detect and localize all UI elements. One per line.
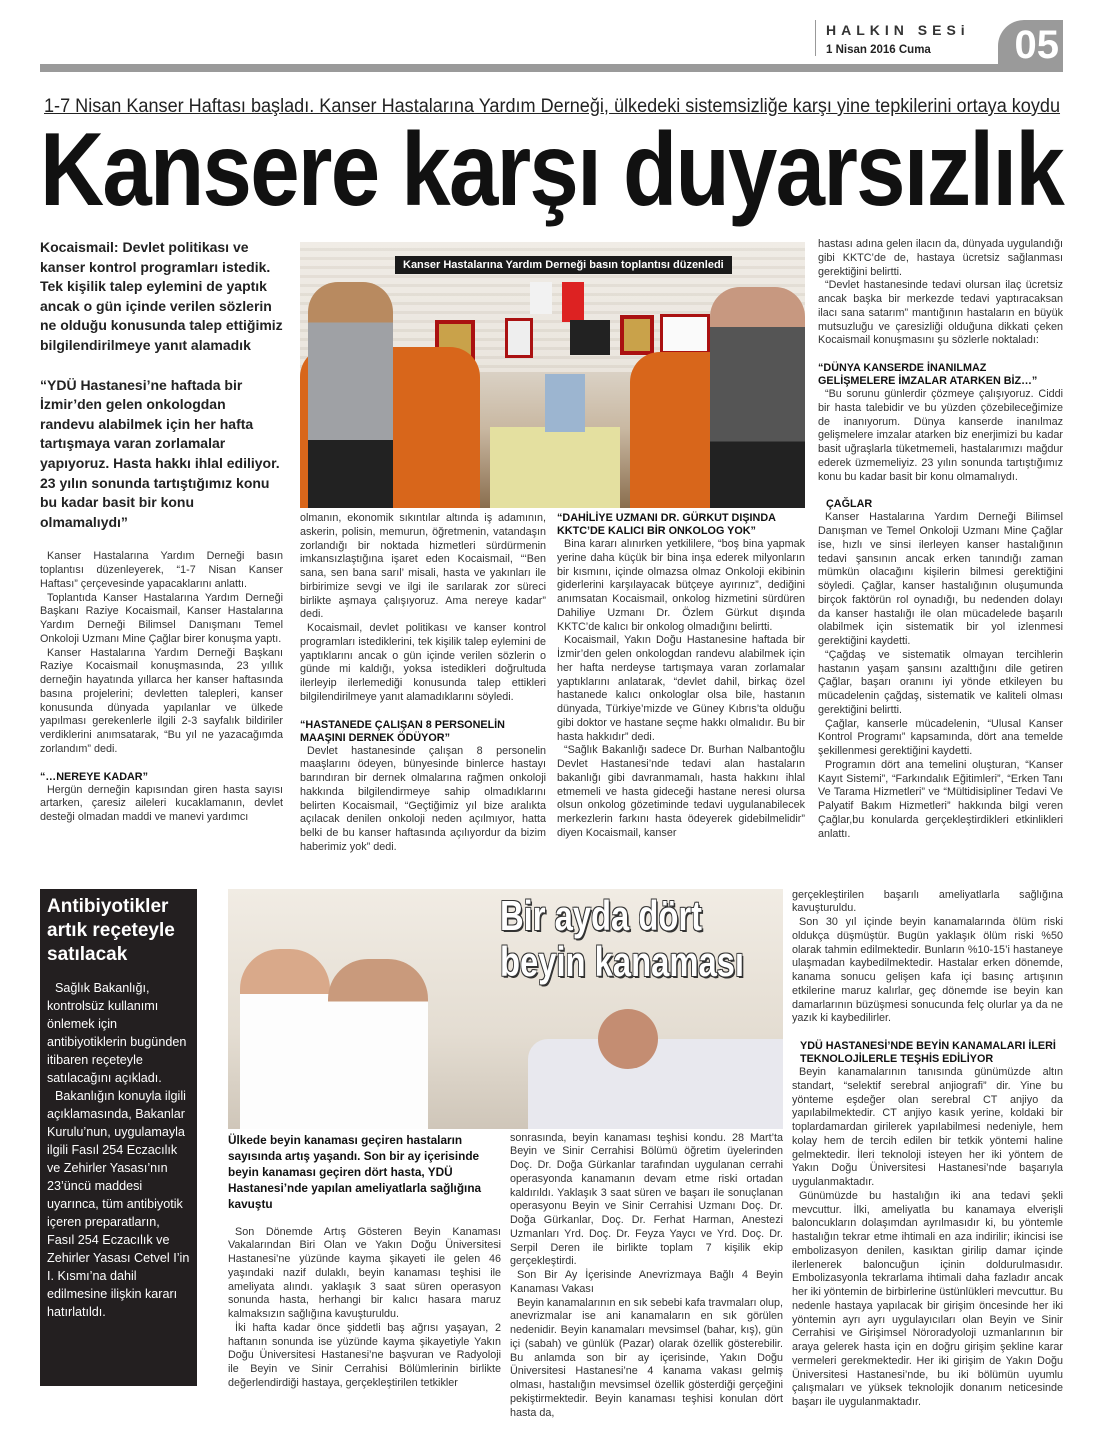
headline: Kansere karşı duyarsızlık <box>40 120 1063 220</box>
article-column-4: hastası adına gelen ilacın da, dünyada uygulandığı gibi KKTC’de de, hastaya ücretsiz sağlanması gerektiğini belirtti. “Devlet hastanesinde tedavi olursan ilaç ücretsiz ancak başka bir merkezde tedavi yaptıracaksan ilacı sana satarım” mantığının hastaların en büyük mutsuzluğu ve çaresizliği olduğuna dikkati çeken Kocaismail konuşmasını şu sözlerle noktaladı: “DÜNYA KANSERDE İNANILMAZ GELİŞMELERE İMZALAR ATARKEN BİZ…” “Bu sorunu günlerdir çözmeye çalışıyoruz. Ciddi bir hasta talebidir ve bu yüzden çözebileceğimize de inanıyorum. Dünya kanserde inanılmaz gelişmelere imzalar atarken biz enerjimizi bu kadar basit uğraşlarla tüketmemeli, hastalarımızı mağdur ederek üzmemeliyiz. 23 yılın sonunda tartıştığımız konu bu kadar basit bir konu olmamalıydı. ÇAĞLAR Kanser Hastalarına Yardım Derneği Bilimsel Danışman ve Temel Onkoloji Uzmanı Mine Çağlar ise, hızlı ve sinsi ilerleyen kanser hastalığının tedavi şansının ancak erken tanındığı zaman mümkün olacağını kişilerin bilmesi gerektiğini söyledi. Çağlar, kanser hastalığının oluşumunda birçok faktörün rol oynadığı, bu nedenden dolayı da kanser hastalığı ile olan mücadelede başarılı olabilmek için sistematik bir yol izlenmesi gerektiğini kaydetti. “Çağdaş ve sistematik olmayan tercihlerin hastanın yaşam şansını azalttığını dile getiren Çağlar, başarı oranını iyi yönde etkileyen bu mücadelenin çağdaş, sistematik ve kaliteli olması gerektiğini belirtti. Çağlar, kanserle mücadelenin, “Ulusal Kanser Kontrol Programı” kapsamında, dört ana temelde şekillenmesi gerektiğini kaydetti. Programın dört ana temelini oluşturan, “Kanser Kayıt Sistemi”, “Farkındalık Eğitimleri”, “Erken Tanı Ve Tarama Hizmetleri” ve “Mültidisipliner Tedavi Ve Palyatif Bakım Hizmetleri” hakkında bilgi veren Çağlar,bu konularda gerçekleştirdikleri etkinlikleri anlattı. <box>818 238 1063 841</box>
subheading: “DÜNYA KANSERDE İNANILMAZ GELİŞMELERE İMZALAR ATARKEN BİZ…” <box>818 362 1063 388</box>
story-left <box>228 1132 501 1391</box>
newspaper-name: HALKIN SESi <box>826 22 970 38</box>
intro-summary: Kocaismail: Devlet politikası ve kanser kontrol programları istedik. Tek kişilik talep eylemini de yaptık ancak o gün içinde verilen sözlerin ne olduğu konusunda talep ettiğimiz bilgilendirilmeye yanıt alamadık “YDÜ Hastanesi’ne haftada bir İzmir’den gelen onkologdan randevu alabilmek için her hafta tartışmaya varan zorlamalar yapıyoruz. Hasta hakkı ihlal ediliyor. 23 yılın sonunda tartıştığımız konu bu kadar basit bir konu olmamalıydı” <box>40 238 283 532</box>
story-text-columns <box>228 1132 783 1421</box>
press-conference-photo <box>300 242 805 508</box>
story-headline: Bir ayda dört beyin kanaması <box>500 893 744 985</box>
top-section <box>40 238 1063 855</box>
center-text-columns <box>300 512 805 855</box>
story-center <box>228 889 783 1421</box>
left-column <box>40 238 283 825</box>
subheading: ÇAĞLAR <box>818 498 1063 511</box>
story-column-c: gerçekleştirilen başarılı ameliyatlarla sağlığına kavuşturuldu. Son 30 yıl içinde beyin kanamalarında ölüm riski oldukça düşmüştür. Bugün yaklaşık ölüm riski %50 olarak tahmin edilmektedir. Bunların %10-15’i hastaneye ulaşmadan kaybedilmektedir. Hastalar erken dönemde, kanama sonucu gelişen kafa içi basınç artışının etkilerine maruz kalırlar, geç dönemde ise beyin kan damarlarının büzüşmesi sonucunda felç olurlar ya da ne yazık ki kaybedilirler. YDÜ HASTANESİ’NDE BEYİN KANAMALARI İLERİ TEKNOLOJİLERLE TEŞHİS EDİLİYOR Beyin kanamalarının tanısında günümüzde altın standart, “selektif serebral anjiografi” dir. Yine bu yönteme eşdeğer olan serebral CT anjiyo da yapılabilmektedir. CT anjiyo kasık yerine, koldaki bir toplardamardan girilerek yapılabilmesi nedeniyle, hem kolay hem de tercih edilen bir tetkik yöntemi haline gelmektedir. İleri teknoloji isteyen her iki yöntem de Yakın Doğu Üniversitesi Hastanesi’nde başarıyla uygulanmaktadır. Günümüzde bu hastalığın iki ana tedavi şekli mevcuttur. İlki, ameliyatla bu kanamaya elverişli baloncukların dolaşımdan ayrılmasıdır ki, bu yöntemle hastalığın tekrar etme ihtimali en aza indirilir; ikincisi ise embolizasyon denilen, kasıktan girilip damar içinde ilerlenerek baloncuğun içinin doldurulmasıdır. Embolizasyonla tekrarlama ihtimali daha fazladır ancak her iki yöntemin de birbirlerine üstünlükleri mevcuttur. Bu nedenle hastaya yapılacak bir girişim öncesinde her iki yöntemin ayrı ayrı uygulayıcıları olan Beyin ve Sinir Cerrahisi ve Girişimsel Nöroradyoloji uzmanlarının bir araya gelerek hasta için en doğru girişim şekline karar vermeleri gerekmektedir. Her iki girişim de Yakın Doğu Üniversitesi Hastanesi’nde, bu iki bölümün uyumlu çalışmaları ve yüksek teknolojik donanım neticesinde başarı ile uygulanmaktadır. <box>792 889 1063 1410</box>
story-column-a: Son Dönemde Artış Gösteren Beyin Kanaması Vakalarından Biri Olan ve Yakın Doğu Üniversitesi Hastanesi’ne yüzünde kayma şikayeti ile gelen 46 yaşındaki nazif dulaklı, beyin kanaması teşhisi ile ameliyata alındı. yaklaşık 3 saat süren operasyon sonunda hasta, herhangi bir kalıcı hasara maruz kalmaksızın sağlığına kavuşturuldu. İki hafta kadar önce şiddetli baş ağrısı yaşayan, 2 haftanın sonunda ise yüzünde kayma şikayetiyle Yakın Doğu Üniversitesi Hastanesi’ne başvuran ve Radyoloji ile Beyin ve Sinir Cerrahisi Bölümlerinin birlikte değerlendirdiği hastaya, gerçekleştirilen tetkikler <box>228 1226 501 1391</box>
article-column-3: “DAHİLİYE UZMANI DR. GÜRKUT DIŞINDA KKTC’DE KALICI BİR ONKOLOG YOK” Bina kararı alınırken yetkililere, “boş bina yapmak yerine daha küçük bir bina inşa ederek milyonların bir kısmını, içinde olmazsa olmaz Onkoloji ekibinin giderlerini karşılayacak bütçeye ayırınız”, dediğini anımsatan Kocaismail, onkolog hizmetini sürdüren Dahiliye Uzmanı Dr. Özlem Gürkut dışında KKTC’de kalıcı bir onkolog olmadığını belirtti. Kocaismail, Yakın Doğu Hastanesine haftada bir İzmir’den gelen onkologdan randevu alabilmek için her hafta nerdeyse tartışmaya varan zorlamalar yaptıklarını anlatarak, “devlet dahil, birkaç özel hastanede kalıcı onkologlar olsa bile, hastanın dünyada, Türkiye’mizde ve Güney Kıbrıs’ta olduğu gibi doktor ve hastane seçme hakkı olmalıdır. Bu bir hasta hakkıdır” dedi. “Sağlık Bakanlığı sadece Dr. Burhan Nalbantoğlu Devlet Hastanesi’nde tedavi alan hastaların bakanlığı gibi davranmamalı, hasta hakkını ihlal etmemeli ve hasta gideceği hastane neresi olursa olsun onkolog gözetiminde tedavi uygulanabilecek merkezlerin farkını hasta ödeyerek gidebilmelidir” diyen Kocaismail, kanser <box>557 512 805 841</box>
issue-date: 1 Nisan 2016 Cuma <box>826 44 931 56</box>
sidebar-title: Antibiyotikler artık reçeteyle satılacak <box>47 895 190 967</box>
subheading: YDÜ HASTANESİ’NDE BEYİN KANAMALARI İLERİ TEKNOLOJİLERLE TEŞHİS EDİLİYOR <box>792 1040 1063 1066</box>
story-column-b: sonrasında, beyin kanaması teşhisi kondu. 28 Mart’ta Beyin ve Sinir Cerrahisi Bölümü öğretim üyelerinden Doç. Dr. Doğa Gürkanlar tarafından uygulanan cerrahi operasyonda kanamanın devam etme riski ortadan kaldırıldı. Yaklaşık 3 saat süren ve başarı ile sonuçlanan operasyonu Beyin ve Sinir Cerrahisi Uzmanı Doç. Dr. Doğa Gürkanlar, Doç. Dr. Ferhat Harman, Anestezi Uzmanları Yrd. Doç. Dr. Feyza Yaycı ve Yrd. Doç. Dr. Serpil Deren ile birlikte toplam 7 kişilik ekip gerçekleştirdi. Son Bir Ay İçerisinde Anevrizmaya Bağlı 4 Beyin Kanaması Vakası Beyin kanamalarının en sık sebebi kafa travmaları olup, anevrizmalar ise ani kanamaların en sık görülen nedenidir. Beyin kanamaları mevsimsel (bahar, kış), gün içi (sabah) ve günlük (Pazar) olarak özellik gösterebilir. Bu anlamda son bir ay içerisinde, Yakın Doğu Üniversitesi Hastanesi’ne 4 kanama vakası gelmiş olması, hastalığın mevsimsel özellik gösterdiği gerçeğini pekiştirmektedir. Beyin kanaması teşhisi konulan dört hasta da, <box>510 1132 783 1421</box>
kicker: 1-7 Nisan Kanser Haftası başladı. Kanser Hastalarına Yardım Derneği, ülkedeki sistemsizliğe karşı yine tepkilerini ortaya koydu <box>44 96 1060 120</box>
subheading: “…NEREYE KADAR” <box>40 771 283 784</box>
article-column-2: olmanın, ekonomik sıkıntılar altında iş adamının, askerin, polisin, memurun, öğretmenin, vatandaşın zorlandığı bir noktada hizmetleri sürdürmenin imkansızlaştığına işaret eden Kocaismail, “‘Ben sana, sen bana sarıl’ misali, hasta ve yakınları ile birbirimize sevgi ve ilgi ile sarılarak zor süreci birlikte aşmaya çalışıyoruz. Ama nereye kadar” dedi. Kocaismail, devlet politikası ve kanser kontrol programları istediklerini, tek kişilik talep eylemini de yaptıklarını ancak o gün içinde verilen sözlerin o günde mi kaldığı, yoksa istedikleri doğrultuda ilerleyip ilerlemediği konusunda talep ettikleri bilgilendirilmeye yanıt alamadıklarını söyledi. “HASTANEDE ÇALIŞAN 8 PERSONELİN MAAŞINI DERNEK ÖDÜYOR” Devlet hastanesinde çalışan 8 personelin maaşlarını ödeyen, bünyesinde binlerce hastayı barındıran bir dernek olmalarına rağmen onkoloji hakkında bilgilendirmeye sahip olmadıklarını belirten Kocaismail, “Geçtiğimiz yıl bize aralıkta açılacak denilen onkoloji neden açılmıyor, hatta belki de bu kanser haftasında açılıyordur da bizim haberimiz yok” dedi. <box>300 512 546 855</box>
story-lead: Ülkede beyin kanaması geçiren hastaların sayısında artış yaşandı. Son bir ay içerisinde beyin kanaması geçiren dört hasta, YDÜ Hastanesi’nde yapılan ameliyatlarla sağlığına kavuştu <box>228 1132 501 1212</box>
sidebar-story: Antibiyotikler artık reçeteyle satılacak Sağlık Bakanlığı, kontrolsüz kullanımı önlemek için antibiyotiklerin bugünden itibaren reçeteyle satılacağını açıkladı. Bakanlığın konuyla ilgili açıklamasında, Bakanlar Kurulu’nun, uygulamayla ilgili Fasıl 254 Eczacılık ve Zehirler Yasası’nın 23’üncü maddesi uyarınca, tüm antibiyotik içeren preparatların, Fasıl 254 Eczacılık ve Zehirler Yasası Cetvel I’in I. Kısmı’na dahil edilmesine ilişkin kararı hatırlatıldı. <box>40 889 197 1386</box>
doctors-patient-photo <box>228 889 783 1129</box>
header-divider <box>815 20 816 56</box>
subheading: “DAHİLİYE UZMANI DR. GÜRKUT DIŞINDA KKTC’DE KALICI BİR ONKOLOG YOK” <box>557 512 805 538</box>
header-bar <box>40 64 1063 72</box>
page-body <box>40 238 1063 1436</box>
bottom-section <box>40 889 1063 1436</box>
subheading: “HASTANEDE ÇALIŞAN 8 PERSONELİN MAAŞINI DERNEK ÖDÜYOR” <box>300 719 546 745</box>
article-column-1: Kanser Hastalarına Yardım Derneği basın toplantısı düzenleyerek, “1-7 Nisan Kanser Haftası” çerçevesinde yapacaklarını anlattı. Toplantıda Kanser Hastalarına Yardım Derneği Başkanı Raziye Kocaismail, Kanser Hastalarına Yardım Derneği Bilimsel Danışmanı Temel Onkoloji Uzmanı Mine Çağlar birer konuşma yaptı. Kanser Hastalarına Yardım Derneği Başkanı Raziye Kocaismail konuşmasında, 23 yıllık derneğin hayatında yıllarca her kanser haftasında basına projelerini; devletten talepleri, kanser konusunda dünyada yapılanlar ve ülkede yapılması gerekenlerle ilgili 2-3 sayfalık bildiriler verdiklerini anımsatarak, “Bu yıl ne yazacağımda zorlandım” dedi. “…NEREYE KADAR” Hergün derneğin kapısından giren hasta sayısı artarken, çaresiz aileleri kucaklamanın, devlet desteği olmadan maddi ve manevi yardımcı <box>40 550 283 825</box>
center-column <box>300 238 805 855</box>
page-number: 05 <box>998 20 1063 72</box>
photo-caption: Kanser Hastalarına Yardım Derneği basın toplantısı düzenledi <box>395 256 732 274</box>
